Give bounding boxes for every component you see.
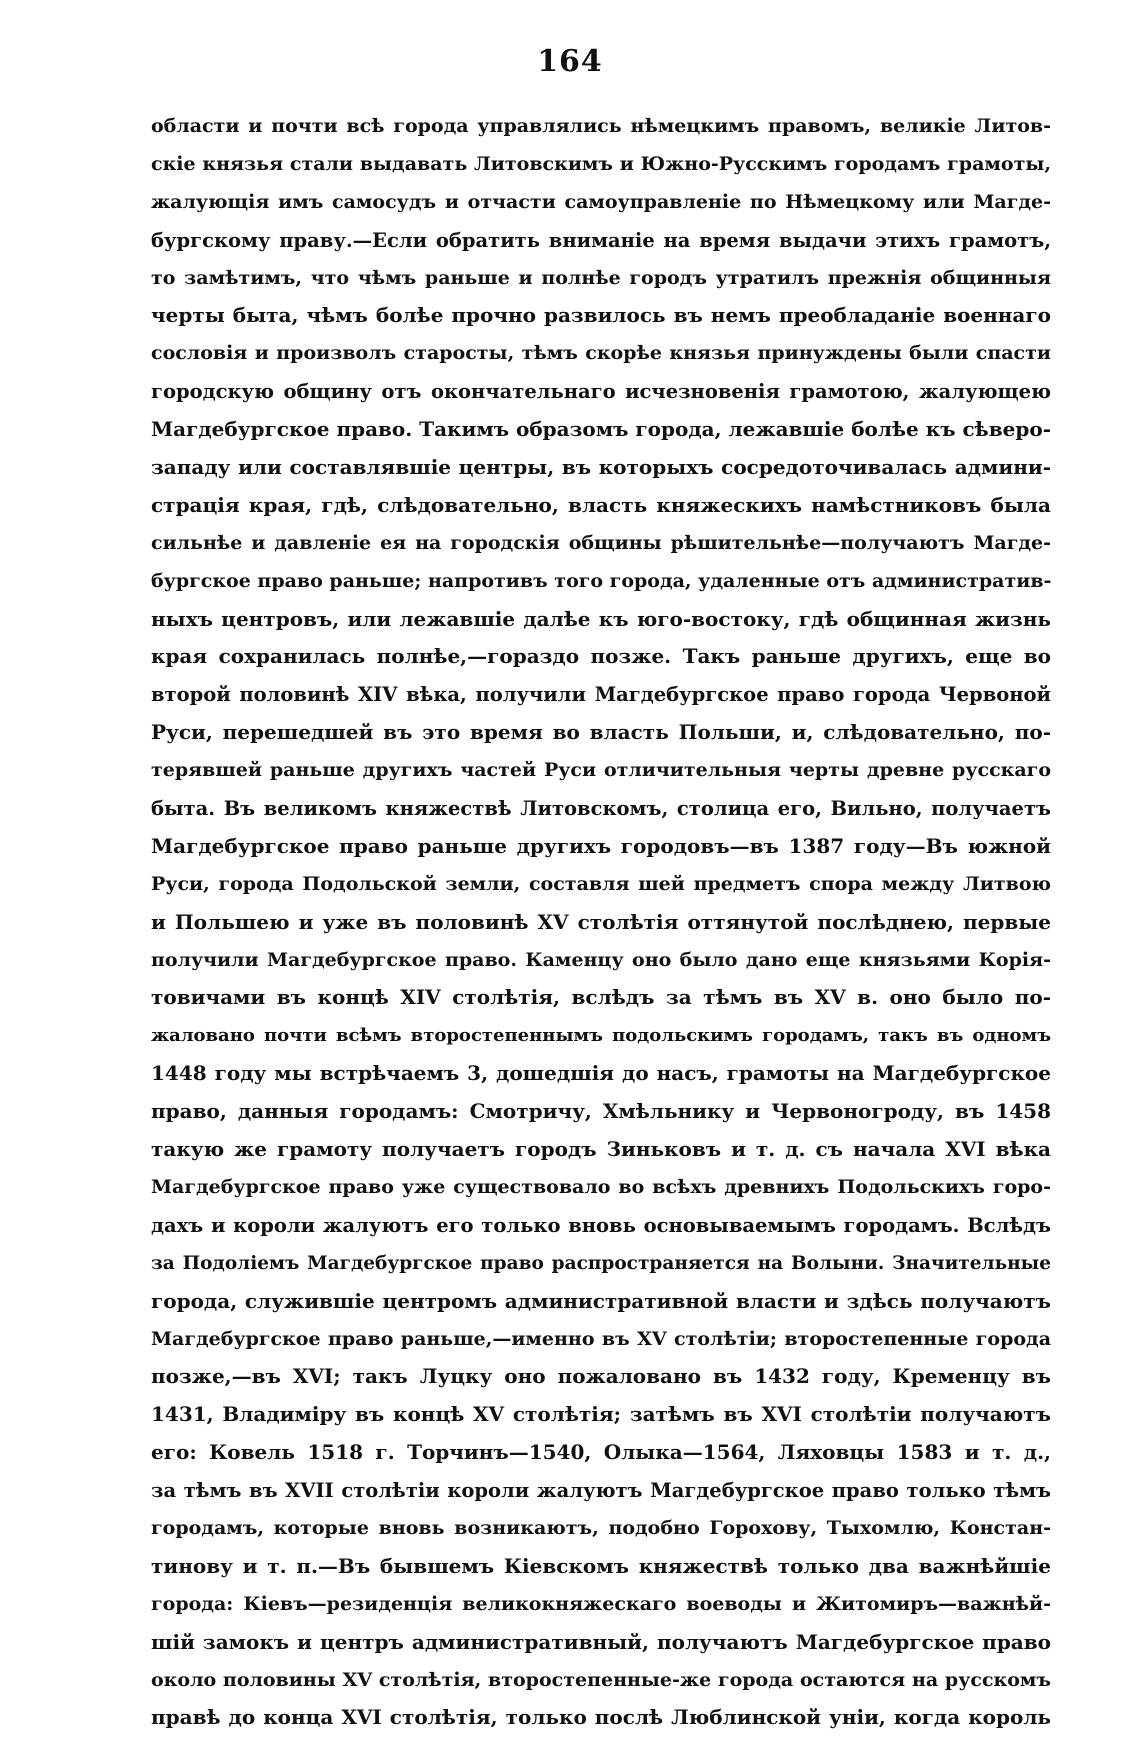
text-line: дахъ и короли жалуютъ его только вновь основываемымъ городамъ. Вслѣдъ [151, 1213, 1051, 1237]
text-line: городскую общину отъ окончательнаго исчезновенія грамотою, жалующею [151, 380, 1051, 404]
text-line: области и почти всѣ города управлялись нѣмецкимъ правомъ, великіе Литов- [151, 115, 1051, 137]
text-line: жаловано почти всѣмъ второстепеннымъ подольскимъ городамъ, такъ въ одномъ [151, 1025, 1051, 1047]
text-line: скіе князья стали выдавать Литовскимъ и Южно-Русскимъ городамъ грамоты, [151, 152, 1051, 175]
text-line: и Польшею и уже въ половинѣ XV столѣтія оттянутой послѣднею, первые [151, 909, 1051, 934]
text-line: Магдебургское право. Такимъ образомъ города, лежавшіе болѣе къ сѣверо- [151, 417, 1051, 442]
text-line: 1448 году мы встрѣчаемъ 3, дошедшія до насъ, грамоты на Магдебургское [151, 1061, 1051, 1086]
text-line: Магдебургское право раньше другихъ городовъ—въ 1387 году—Въ южной [151, 833, 1051, 858]
text-line: города, служившіе центромъ административной власти и здѣсь получаютъ [151, 1288, 1051, 1313]
text-line: Руси, города Подольской земли, составля шей предметъ спора между Литвою [151, 872, 1051, 895]
text-line: Руси, перешедшей въ это время во власть Польши, и, слѣдовательно, по- [151, 720, 1051, 745]
text-line: жалующія имъ самосудъ и отчасти самоуправленіе по Нѣмецкому или Магде- [151, 190, 1051, 213]
text-line: позже,—въ XVI; такъ Луцку оно пожаловано въ 1432 году, Кременцу въ [151, 1364, 1051, 1389]
text-line: быта. Въ великомъ княжествѣ Литовскомъ, столица его, Вильно, получаетъ [151, 797, 1051, 821]
text-line: страція края, гдѣ, слѣдовательно, власть княжескихъ намѣстниковъ была [151, 492, 1051, 517]
text-line: Магдебургское право раньше,—именно въ XV столѣтіи; второстепенные города [151, 1327, 1051, 1350]
text-line: получили Магдебургское право. Каменцу оно было дано еще князьями Корія- [151, 948, 1051, 971]
text-line: бургское право раньше; напротивъ того города, удаленные отъ административ- [151, 569, 1051, 592]
text-line: ныхъ центровъ, или лежавшіе далѣе къ юго-востоку, гдѣ общинная жизнь [151, 606, 1051, 631]
text-line: товичами въ концѣ XIV столѣтія, вслѣдъ за тѣмъ въ XV в. оно было по- [151, 985, 1051, 1010]
text-line: бургскому праву.—Если обратить вниманіе на время выдачи этихъ грамотъ, [151, 228, 1051, 252]
text-line: черты быта, чѣмъ болѣе прочно развилось въ немъ преобладаніе военнаго [151, 303, 1051, 328]
text-line: западу или составлявшіе центры, въ которыхъ сосредоточивалась админи- [151, 455, 1051, 480]
text-line: края сохранилась полнѣе,—гораздо позже. Такъ раньше другихъ, еще во [151, 644, 1051, 669]
text-line: правѣ до конца XVI столѣтія, только послѣ Люблинской уніи, когда король [151, 1705, 1051, 1730]
text-line: шій замокъ и центръ административный, получаютъ Магдебургское право [151, 1629, 1051, 1654]
text-line: за Подоліемъ Магдебургское право распространяется на Волыни. Значительные [151, 1252, 1051, 1274]
text-line: Магдебургское право уже существовало во всѣхъ древнихъ Подольскихъ горо- [151, 1175, 1051, 1198]
text-line: терявшей раньше другихъ частей Руси отличительныя черты древне русскаго [151, 759, 1051, 782]
text-line: 1431, Владиміру въ концѣ XV столѣтія; затѣмъ въ XVI столѣтіи получаютъ [151, 1402, 1051, 1427]
text-line: тинову и т. п.—Въ бывшемъ Кіевскомъ княжествѣ только два важнѣйшіе [151, 1553, 1051, 1578]
text-line: сильнѣе и давленіе ея на городскія общины рѣшительнѣе—получаютъ Магде- [151, 531, 1051, 554]
text-line: сословія и произволъ старосты, тѣмъ скорѣе князья принуждены были спасти [151, 342, 1051, 365]
text-line: города: Кіевъ—резиденція великокняжескаго воеводы и Житомиръ—важнѣй- [151, 1592, 1051, 1615]
text-line: его: Ковель 1518 г. Торчинъ—1540, Олыка—1564, Ляховцы 1583 и т. д., [151, 1440, 1051, 1465]
text-line: право, данныя городамъ: Смотричу, Хмѣльнику и Червоногроду, въ 1458 [151, 1099, 1051, 1124]
text-line: то замѣтимъ, что чѣмъ раньше и полнѣе городъ утратилъ прежнія общинныя [151, 266, 1051, 289]
text-line: второй половинѣ XIV вѣка, получили Магдебургское право города Червоной [151, 683, 1051, 707]
text-line: такую же грамоту получаетъ городъ Зиньковъ и т. д. съ начала XVI вѣка [151, 1137, 1051, 1162]
body-text [151, 108, 1051, 1737]
page-number: 164 [537, 44, 603, 79]
text-line: городамъ, которые вновь возникаютъ, подобно Горохову, Тыхомлю, Констан- [151, 1516, 1051, 1539]
text-line: около половины XV столѣтія, второстепенные-же города остаются на русскомъ [151, 1668, 1051, 1691]
text-line: за тѣмъ въ XVII столѣтіи короли жалуютъ Магдебургское право только тѣмъ [151, 1479, 1051, 1503]
